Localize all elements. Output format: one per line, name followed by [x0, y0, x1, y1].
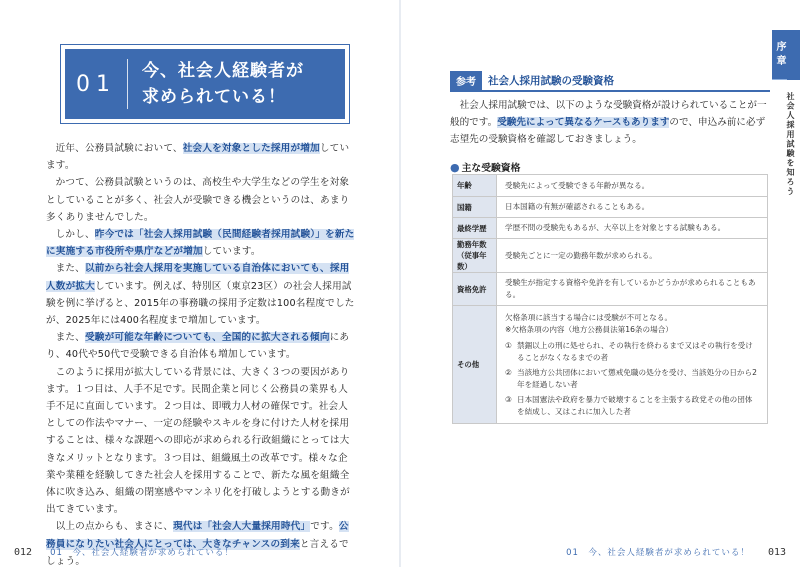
list-text: 当該地方公共団体において懲戒免職の処分を受け、当該処分の日から2年を経過しない者 — [517, 368, 757, 389]
table-key: その他 — [453, 306, 497, 424]
body-paragraph — [46, 140, 356, 174]
side-tab-label: 序章 — [772, 30, 787, 80]
list-text: 日本国憲法や政府を暴力で破壊することを主張する政党その他の団体を結成し、又はこれに加入した者 — [517, 395, 753, 416]
body-paragraph — [46, 174, 356, 226]
body-text — [46, 140, 356, 567]
table-value: 日本国籍の有無が確認されることもある。 — [497, 197, 768, 218]
chapter-number: 01 — [76, 71, 116, 97]
text-segment: しています。例えば、特別区（東京23区）の社会人採用試験を例に挙げると、2015年の事務職の採用予定数は100名程度でしたが、2025年には400名程度まで増加しています。 — [46, 280, 355, 327]
text-segment: かつて、公務員試験というのは、高校生や大学生などの学生を対象としていることが多く、社会人が受験できる機会というのは、あまり多くありませんでした。 — [46, 177, 350, 223]
qualification-table — [452, 174, 768, 424]
other-intro1: 欠格条項に該当する場合には受験が不可となる。 — [505, 313, 673, 322]
highlighted-text: 昨今では「社会人採用試験（民間経験者採用試験）」を新たに実施する市役所や県庁などが増加 — [46, 229, 355, 258]
list-marker: ③ — [505, 395, 512, 404]
highlighted-text: 公務員になりたい社会人にとっては、大きなチャンスの到来 — [46, 521, 349, 550]
highlighted-text: 以前から社会人採用を実施している自治体においても、採用人数が拡大 — [46, 263, 350, 292]
text-segment: 社会人採用試験では、以下のような受験資格が設けられていることが一般的です。 — [450, 100, 767, 128]
reference-tag: 参考 — [450, 71, 482, 90]
table-value: 受験生が指定する資格や免許を有しているかどうかが求められることもある。 — [497, 273, 768, 306]
body-paragraph — [46, 329, 356, 363]
text-segment: と言えるでしょう。 — [46, 538, 349, 567]
text-segment: ので、申込み前に必ず志望先の受験資格を確認しておきましょう。 — [450, 117, 766, 145]
text-segment: また、 — [55, 332, 85, 344]
left-page-number: 012 — [14, 546, 33, 558]
list-item — [505, 367, 759, 390]
text-segment: しかし、 — [55, 229, 95, 241]
chapter-title — [128, 58, 345, 110]
text-segment: 近年、公務員試験において、 — [55, 143, 183, 154]
highlighted-text: 受験先によって異なるケースもあります — [497, 117, 670, 128]
table-key: 資格免許 — [453, 273, 497, 306]
table-value: 受験先ごとに一定の勤務年数が求められる。 — [497, 239, 768, 273]
table-row — [453, 175, 768, 197]
body-paragraph — [46, 364, 356, 519]
table-row — [453, 306, 768, 424]
chapter-divider — [127, 59, 128, 109]
text-segment: また、 — [55, 263, 85, 275]
left-running-title: 01 今、社会人経験者が求められている！ — [50, 548, 234, 558]
table-row — [453, 197, 768, 218]
table-key: 勤務年数（従事年数） — [453, 239, 497, 273]
chapter-side-tab — [772, 30, 800, 80]
left-footer — [14, 546, 234, 558]
text-segment: にあり、40代や50代で受験できる自治体も増加しています。 — [46, 332, 350, 361]
body-paragraph — [46, 260, 356, 329]
chapter-title-line2: 求められている！ — [142, 87, 286, 107]
right-page-number: 013 — [767, 546, 786, 558]
table-key: 最終学歴 — [453, 218, 497, 239]
highlighted-text: 社会人を対象とした採用が増加 — [182, 143, 320, 154]
reference-title: 社会人採用試験の受験資格 — [488, 75, 614, 87]
table-row — [453, 218, 768, 239]
table-key: 国籍 — [453, 197, 497, 218]
table-value: 学歴不問の受験先もあるが、大卒以上を対象とする試験もある。 — [497, 218, 768, 239]
reference-header — [450, 72, 770, 92]
text-segment: です。 — [310, 521, 339, 533]
side-tab-text: 社会人採用試験を知ろう — [786, 92, 795, 197]
right-running-title: 01 今、社会人経験者が求められている！ — [566, 548, 750, 558]
disqualification-list — [505, 340, 759, 417]
chapter-banner — [60, 44, 350, 124]
chapter-title-line1: 今、社会人経験者が — [142, 61, 304, 81]
reference-intro — [450, 97, 770, 148]
list-item — [505, 394, 759, 417]
table-row — [453, 273, 768, 306]
list-marker: ① — [505, 341, 512, 350]
qualification-subheading-text: 主な受験資格 — [461, 163, 521, 174]
text-segment: このように採用が拡大している背景には、大きく３つの要因があります。１つ目は、人手不足です。民間企業と同じく公務員の業界も人手不足に直面しています。２つ目は、即戦力人材の確保です。社会人としての作法やマナー、一定の経験やスキルを身に付けた人材を採用することは、様々な課題への即応が求められる行政組織にとっては大きなメリットとなります。３つ目は、組織風土の改革です。様々な企業や業種を経験してきた社会人を採用することで、新たな風を組織全体に吹き込み、組織の閉塞感やマンネリ化を打破しようとする動きが出てきています。 — [46, 366, 350, 516]
table-row — [453, 239, 768, 273]
list-marker: ② — [505, 368, 512, 377]
other-intro2: ※欠格条項の内容（地方公務員法第16条の場合） — [505, 325, 673, 334]
body-paragraph — [46, 518, 356, 567]
list-text: 禁錮以上の刑に処せられ、その執行を終わるまで又はその執行を受けることがなくなるまでの者 — [517, 341, 753, 362]
list-item — [505, 340, 759, 363]
table-value — [497, 306, 768, 424]
table-value: 受験先によって受験できる年齢が異なる。 — [497, 175, 768, 197]
table-key: 年齢 — [453, 175, 497, 197]
text-segment: 以上の点からも、まさに、 — [55, 521, 174, 533]
highlighted-text: 受験が可能な年齢についても、全国的に拡大される傾向 — [84, 332, 330, 344]
right-footer — [566, 546, 786, 558]
text-segment: しています。 — [202, 246, 261, 258]
qualification-subheading — [450, 160, 520, 174]
bullet-dot-icon: ● — [450, 160, 460, 174]
text-segment: しています。 — [46, 143, 350, 172]
chapter-banner-fill — [65, 49, 345, 119]
reference-intro-paragraph — [450, 97, 770, 148]
highlighted-text: 現代は「社会人大量採用時代」 — [173, 521, 311, 533]
body-paragraph — [46, 226, 356, 260]
